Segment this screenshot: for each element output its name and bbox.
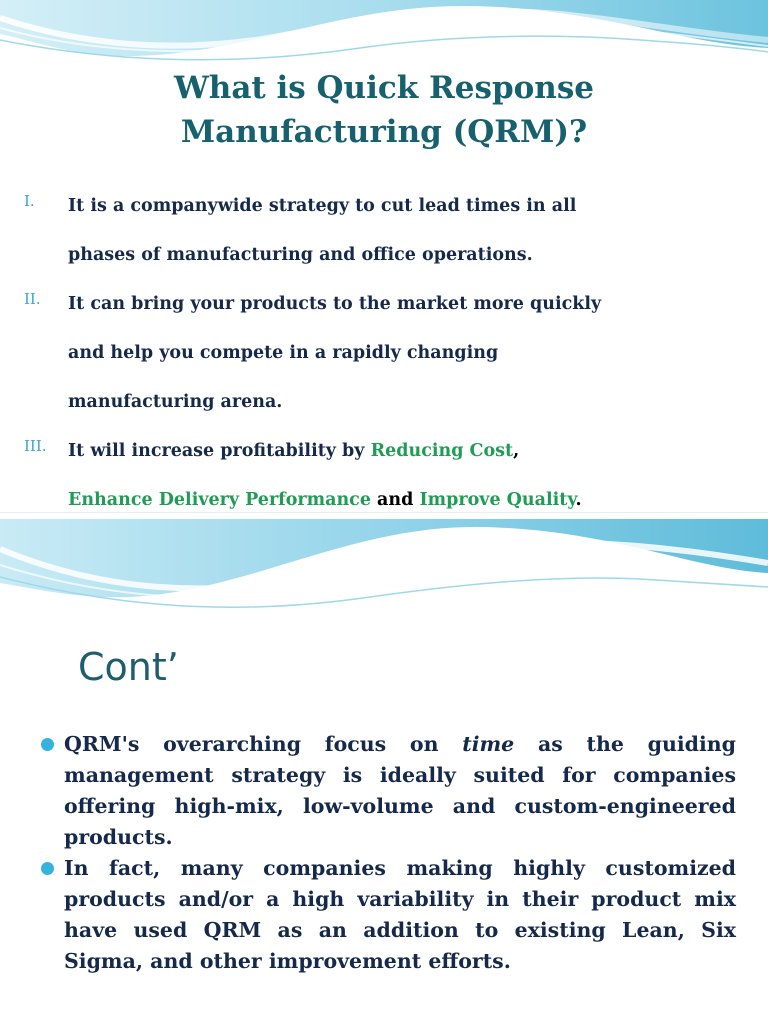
highlight-improve-quality: Improve Quality	[419, 490, 576, 510]
bullet-text-segment: QRM's overarching focus on	[64, 732, 463, 756]
bullet-item-1	[40, 729, 736, 853]
list-item-3	[0, 427, 768, 525]
bullet-italic-time: time	[462, 732, 515, 756]
bullet-dot-icon	[41, 862, 54, 875]
item-text-segment: ,	[513, 441, 520, 461]
bullet-text-segment: as the guiding management strategy is ideally suited for companies offering high-mix, low-volume and custom-engineered products.	[64, 732, 737, 849]
bullet-list	[40, 729, 736, 977]
bullet-dot-icon	[41, 738, 54, 751]
title-line-1: What is Quick Response	[173, 70, 595, 106]
bullet-text: In fact, many companies making highly customized products and/or a high variability in their product mix have used QRM as an addition to existing Lean, Six Sigma, and other improvement efforts.	[64, 856, 736, 973]
item-line: phases of manufacturing and office operations.	[68, 245, 533, 265]
item-line: manufacturing arena.	[68, 392, 283, 412]
item-numeral: II.	[24, 290, 41, 308]
item-text-segment: and	[370, 490, 420, 510]
item-line	[68, 427, 748, 476]
item-line: It can bring your products to the market more quickly	[68, 294, 602, 314]
highlight-reducing-cost: Reducing Cost	[370, 441, 514, 461]
slide-title	[60, 66, 708, 154]
list-item-2	[0, 280, 768, 427]
item-line: It is a companywide strategy to cut lead times in all	[68, 196, 577, 216]
item-text	[68, 182, 748, 280]
item-numeral: III.	[24, 437, 47, 455]
wave-header-decoration	[0, 513, 768, 623]
highlight-enhance-delivery: Enhance Delivery Performance	[68, 490, 371, 510]
list-item-1	[0, 182, 768, 280]
slide-title: Cont’	[78, 645, 179, 689]
item-line: and help you compete in a rapidly changing	[68, 343, 499, 363]
item-text-segment: It will increase profitability by	[68, 441, 371, 461]
item-text	[68, 427, 748, 525]
title-line-2: Manufacturing (QRM)?	[180, 114, 588, 150]
bullet-item-2	[40, 853, 736, 977]
item-text	[68, 280, 748, 427]
item-text-segment: .	[575, 490, 582, 510]
item-numeral: I.	[24, 192, 35, 210]
wave-header-decoration	[0, 0, 768, 70]
slide-2	[0, 512, 768, 1024]
numbered-list	[0, 182, 768, 525]
